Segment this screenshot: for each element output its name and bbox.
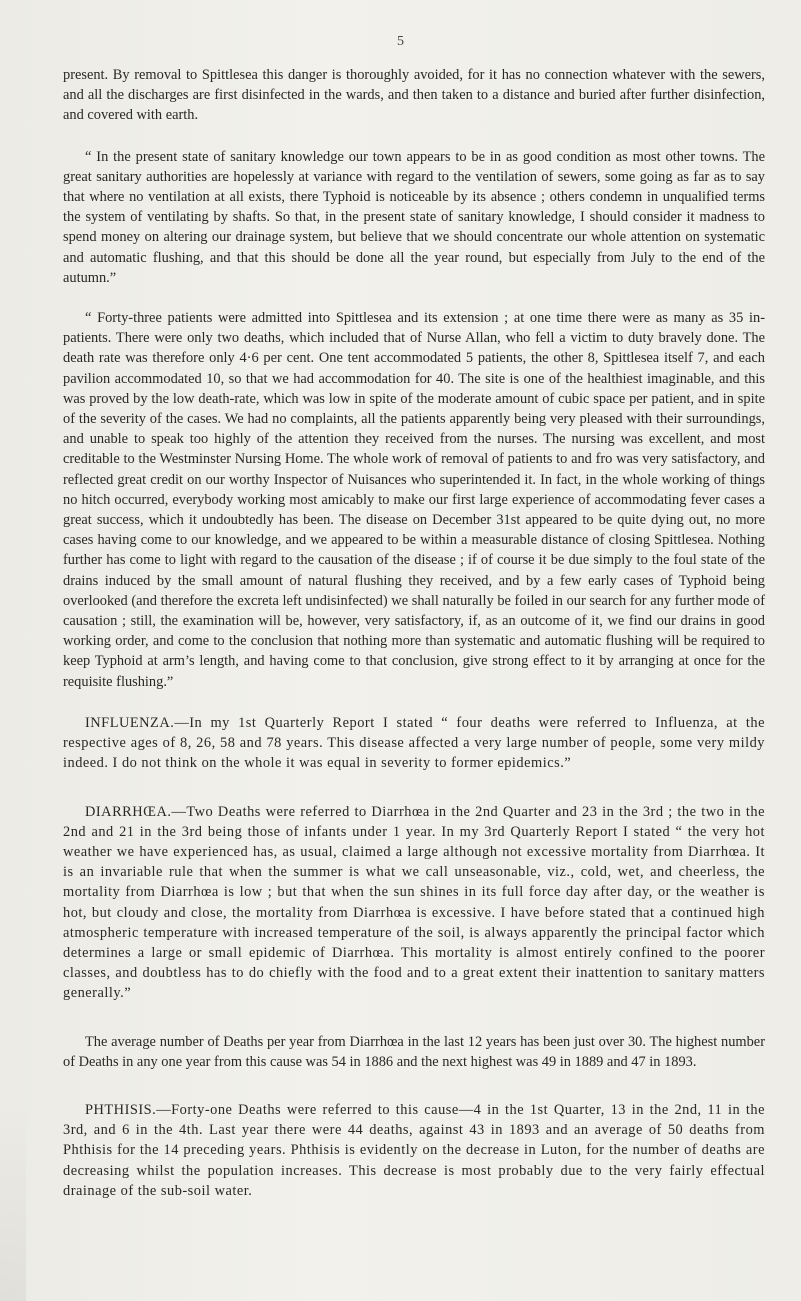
paragraph-influenza: INFLUENZA.—In my 1st Quarterly Report I stated “ four deaths were referred to Influenza, at the respective ages of 8, 26, 58 and 78 years. This disease affected a very large number of people, some very mildy indeed. I do not think on the whole it was equal in severity to former epidemics.” bbox=[63, 714, 765, 772]
body-text bbox=[63, 65, 765, 1201]
paragraph-diarrhoea-average: The average number of Deaths per year from Diarrhœa in the last 12 years has been just over 30. The highest number of Deaths in any one year from this cause was 54 in 1886 and the next highest was 49 in 1889 and 47 in 1893. bbox=[63, 1033, 765, 1070]
paragraph-spittlesea-removal: present. By removal to Spittlesea this danger is thoroughly avoided, for it has no connection whatever with the sewers, and all the discharges are first disinfected in the wards, and then taken to a distance and buried after further disinfection, and covered with earth. bbox=[63, 67, 765, 124]
page-number: 5 bbox=[397, 34, 404, 49]
paragraph-sanitary-knowledge: “ In the present state of sanitary knowledge our town appears to be in as good condition as most other towns. The great sanitary authorities are hopelessly at variance with regard to the ventilation of sewers, some going as far as to say that where no ventilation at all exists, there Typhoid is noticeable by its absence ; others condemn in unqualified terms the system of ventilating by shafts. So that, in the present state of sanitary knowledge, I should consider it madness to spend money on altering our drainage system, but believe that we should concentrate our whole attention on systematic and automatic flushing, and that this should be done all the year round, but especially from July to the end of the autumn.” bbox=[63, 148, 765, 286]
paragraph-diarrhoea: DIARRHŒA.—Two Deaths were referred to Diarrhœa in the 2nd Quarter and 23 in the 3rd ; the two in the 2nd and 21 in the 3rd being those of infants under 1 year. In my 3rd Quarterly Report I stated “ the very hot weather we have experienced has, as usual, claimed a large although not excessive mortality from Diarrhœa. It is an invariable rule that when the summer is what we call unseasonable, viz., cold, wet, and cheerless, the mortality from Diarrhœa is low ; but that when the sun shines in its full force day after day, or the weather is hot, but cloudy and close, the mortality from Diarrhœa is excessive. I have before stated that a continued high atmospheric temperature with increased temperature of the soil, is always apparently the principal factor which determines a large or small epidemic of Diarrhœa. This mortality is almost entirely confined to the poorer classes, and doubtless has to do chiefly with the food and to a great extent their inattention to sanitary matters generally.” bbox=[63, 803, 765, 1002]
paragraph-spittlesea-patients: “ Forty-three patients were admitted into Spittlesea and its extension ; at one time there were as many as 35 in-patients. There were only two deaths, which included that of Nurse Allan, who fell a victim to duty bravely done. The death rate was therefore only 4·6 per cent. One tent accommodated 5 patients, the other 8, Spittlesea itself 7, and each pavilion accommodated 10, so that we had accommodation for 40. The site is one of the healthiest imaginable, and this was proved by the low death-rate, which was low in spite of the moderate amount of cubic space per patient, and in spite of the severity of the cases. We had no complaints, all the patients apparently being very pleased with their surroundings, and unable to speak too highly of the attention they received from the nurses. The nursing was excellent, and most creditable to the Westminster Nursing Home. The whole work of removal of patients to and fro was very satisfactory, and reflected great credit on our worthy Inspector of Nuisances who superintended it. In fact, in the whole working of things no hitch occurred, everybody working most amicably to make our first large experience of accommodating fever cases a great success, which it undoubtedly has been. The disease on December 31st appeared to be quite dying out, no more cases having come to our knowledge, and we appeared to be within a measurable distance of closing Spittlesea. Nothing further has come to light with regard to the causation of the disease ; if of course it be due simply to the foul state of the drains induced by the small amount of natural flushing they received, and by a few early cases of Typhoid being overlooked (and therefore the excreta left undisinfected) we shall naturally be foiled in our search for any further mode of causation ; still, the examination will be, however, very satisfactory, if, as an outcome of it, we find our drains in good working order, and come to the conclusion that nothing more than systematic and automatic flushing will be required to keep Typhoid at arm’s length, and having come to that conclusion, give strong effect to it by arranging at once for the requisite flushing.” bbox=[63, 310, 765, 690]
page-edge-shadow bbox=[0, 1101, 26, 1301]
paragraph-phthisis: PHTHISIS.—Forty-one Deaths were referred to this cause—4 in the 1st Quarter, 13 in the 2nd, 11 in the 3rd, and 6 in the 4th. Last year there were 44 deaths, against 43 in 1893 and an average of 50 deaths from Phthisis for the 14 preceding years. Phthisis is evidently on the decrease in Luton, for the number of deaths are decreasing whilst the population increases. This decrease is most probably due to the very fairly effectual drainage of the sub-soil water. bbox=[63, 1101, 765, 1199]
